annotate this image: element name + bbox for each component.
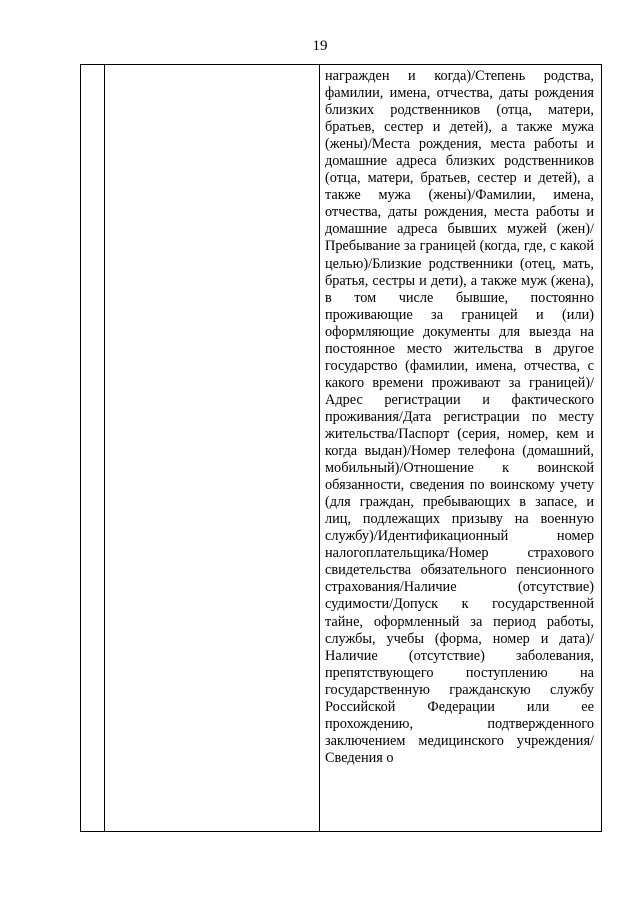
page-number: 19	[312, 38, 328, 54]
table-cell-name	[105, 65, 320, 832]
document-table	[80, 64, 602, 832]
table-row	[81, 65, 602, 832]
table-cell-content	[320, 65, 602, 832]
table-cell-number	[81, 65, 105, 832]
cell-content-text: награжден и когда)/Степень родства, фамилии, имена, отчества, даты рождения близких родственников (отца, матери, братьев, сестер и детей), а также мужа (жены)/Места рождения, места работы и домашние адреса близких родственников (отца, матери, братьев, сестер и детей), а также мужа (жены)/Фамилии, имена, отчества, даты рождения, места работы и домашние адреса бывших мужей (жен)/Пребывание за границей (когда, где, с какой целью)/Близкие родственники (отец, мать, братья, сестры и дети), а также муж (жена), в том числе бывшие, постоянно проживающие за границей и (или) оформляющие документы для выезда на постоянное место жительства в другое государство (фамилии, имена, отчества, с какого времени проживают за границей)/Адрес регистрации и фактического проживания/Дата регистрации по месту жительства/Паспорт (серия, номер, кем и когда выдан)/Номер телефона (домашний, мобильный)/Отношение к воинской обязанности, сведения по воинскому учету (для граждан, пребывающих в запасе, и лиц, подлежащих призыву на военную службу)/Идентификационный номер налогоплательщика/Номер страхового свидетельства обязательного пенсионного страхования/Наличие (отсутствие) судимости/Допуск к государственной тайне, оформленный за период работы, службы, учебы (форма, номер и дата)/Наличие (отсутствие) заболевания, препятствующего поступлению на государственную гражданскую службу Российской Федерации или ее прохождению, подтвержденного заключением медицинского учреждения/Сведения о	[325, 68, 594, 766]
